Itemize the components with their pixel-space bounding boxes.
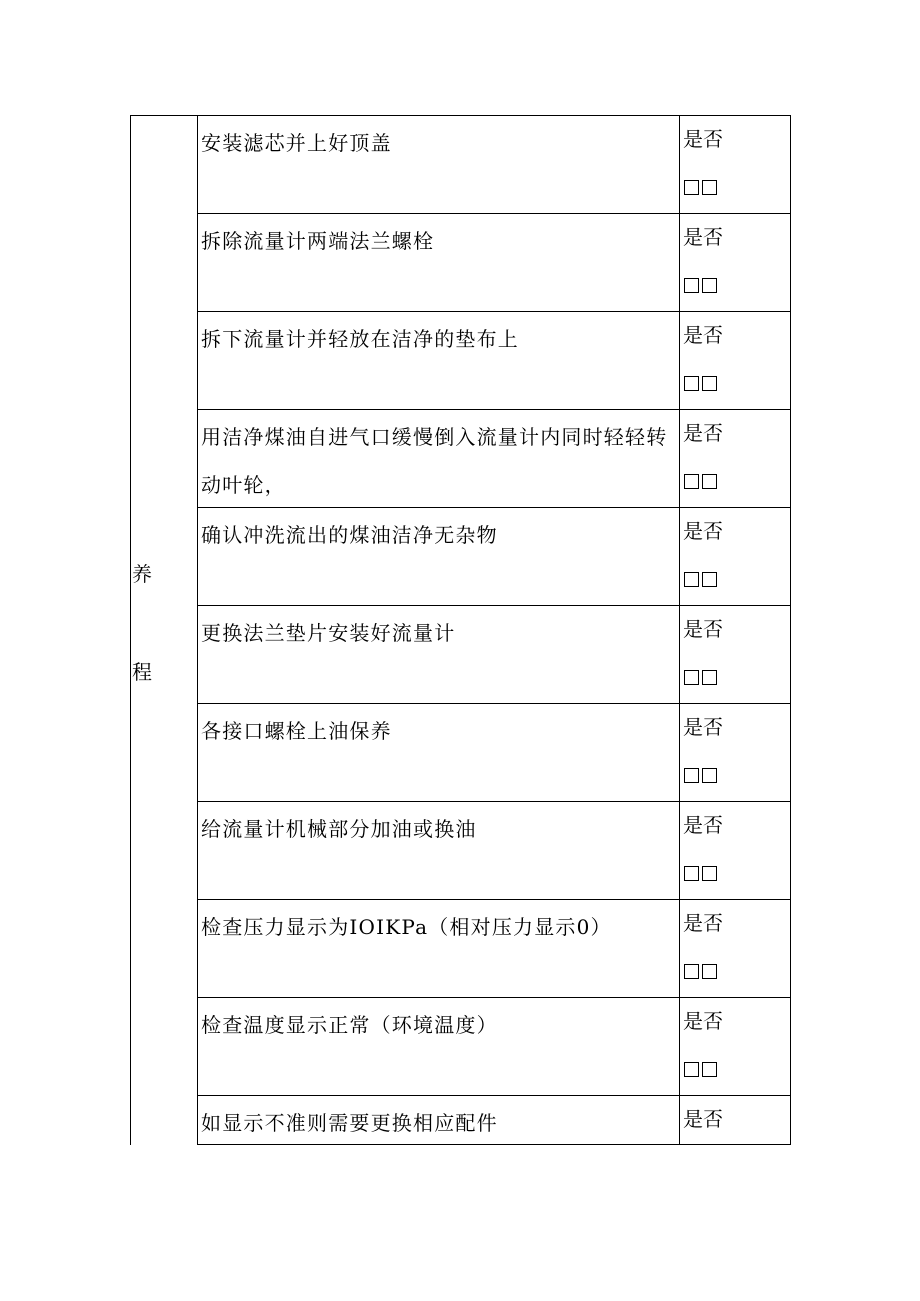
row-divider	[197, 1095, 791, 1096]
yes-checkbox[interactable]	[684, 180, 699, 195]
row-divider	[197, 703, 791, 704]
yes-no-label: 是否	[683, 617, 723, 641]
no-checkbox[interactable]	[702, 866, 717, 881]
yes-no-checkboxes	[684, 768, 717, 783]
check-column-divider	[679, 115, 680, 1145]
yes-no-checkboxes	[684, 1062, 717, 1077]
no-checkbox[interactable]	[702, 670, 717, 685]
no-checkbox[interactable]	[702, 768, 717, 783]
section-char-2: 程	[132, 660, 152, 684]
yes-checkbox[interactable]	[684, 278, 699, 293]
yes-checkbox[interactable]	[684, 866, 699, 881]
yes-no-label: 是否	[683, 323, 723, 347]
row-divider	[197, 409, 791, 410]
yes-no-label: 是否	[683, 911, 723, 935]
step-text: 用洁净煤油自进气口缓慢倒入流量计内同时轻轻转动叶轮，	[201, 425, 668, 497]
yes-checkbox[interactable]	[684, 572, 699, 587]
no-checkbox[interactable]	[702, 376, 717, 391]
yes-no-label: 是否	[683, 1107, 723, 1131]
step-text: 确认冲洗流出的煤油洁净无杂物	[201, 523, 498, 547]
section-column-divider	[197, 115, 198, 1145]
row-divider	[197, 507, 791, 508]
section-char-1: 养	[132, 562, 152, 586]
table-left-border	[130, 115, 131, 1145]
yes-no-checkboxes	[684, 572, 717, 587]
yes-no-label: 是否	[683, 519, 723, 543]
yes-checkbox[interactable]	[684, 1062, 699, 1077]
no-checkbox[interactable]	[702, 180, 717, 195]
yes-checkbox[interactable]	[684, 768, 699, 783]
yes-no-label: 是否	[683, 813, 723, 837]
step-text: 安装滤芯并上好顶盖	[201, 131, 392, 155]
table-top-border	[130, 115, 791, 116]
yes-no-checkboxes	[684, 376, 717, 391]
step-text: 给流量计机械部分加油或换油	[201, 817, 477, 841]
step-text: 检查温度显示正常（环境温度）	[201, 1013, 498, 1037]
step-text: 如显示不准则需要更换相应配件	[201, 1111, 498, 1135]
yes-no-label: 是否	[683, 225, 723, 249]
no-checkbox[interactable]	[702, 474, 717, 489]
step-text: 拆除流量计两端法兰螺栓	[201, 229, 435, 253]
yes-no-checkboxes	[684, 866, 717, 881]
row-divider	[197, 605, 791, 606]
yes-checkbox[interactable]	[684, 670, 699, 685]
yes-no-checkboxes	[684, 474, 717, 489]
yes-no-checkboxes	[684, 180, 717, 195]
no-checkbox[interactable]	[702, 572, 717, 587]
yes-no-label: 是否	[683, 127, 723, 151]
no-checkbox[interactable]	[702, 1062, 717, 1077]
step-text: 各接口螺栓上油保养	[201, 719, 392, 743]
yes-no-label: 是否	[683, 421, 723, 445]
row-divider	[197, 899, 791, 900]
yes-no-label: 是否	[683, 715, 723, 739]
step-text: 拆下流量计并轻放在洁净的垫布上	[201, 327, 519, 351]
row-divider	[197, 997, 791, 998]
row-divider	[197, 311, 791, 312]
no-checkbox[interactable]	[702, 964, 717, 979]
row-divider	[197, 801, 791, 802]
yes-checkbox[interactable]	[684, 474, 699, 489]
yes-checkbox[interactable]	[684, 376, 699, 391]
yes-no-checkboxes	[684, 964, 717, 979]
yes-no-checkboxes	[684, 278, 717, 293]
step-text: 检查压力显示为IOIKPa（相对压力显示0）	[201, 915, 612, 939]
yes-no-label: 是否	[683, 1009, 723, 1033]
step-text: 更换法兰垫片安装好流量计	[201, 621, 456, 645]
yes-checkbox[interactable]	[684, 964, 699, 979]
table-right-border	[790, 115, 791, 1145]
yes-no-checkboxes	[684, 670, 717, 685]
row-divider	[197, 213, 791, 214]
no-checkbox[interactable]	[702, 278, 717, 293]
